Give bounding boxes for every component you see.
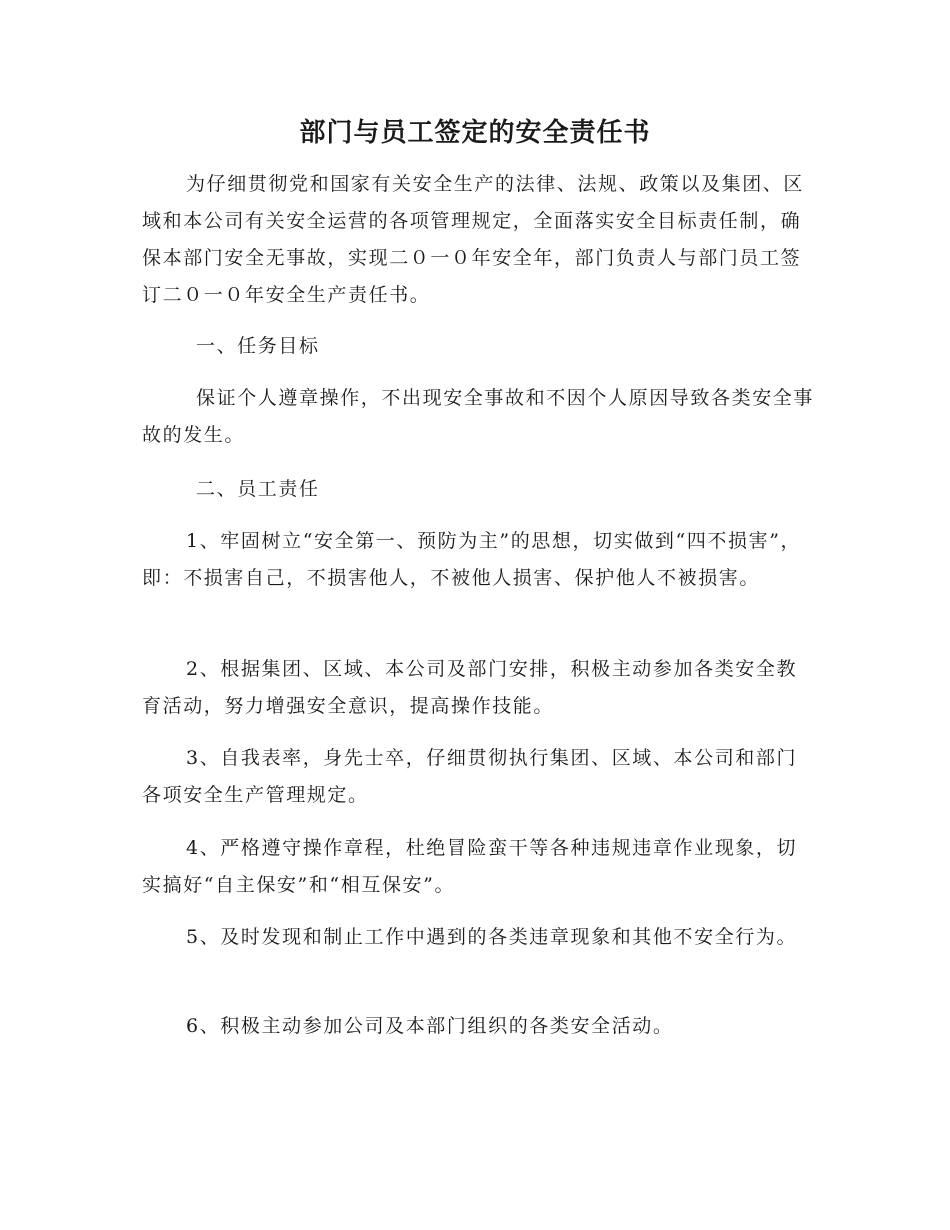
- section-heading-goals: 一、任务目标: [196, 335, 320, 357]
- responsibility-item-4: 4、严格遵守操作章程，杜绝冒险蛮干等各种违规违章作业现象，切实搞好“自主保安”和“相互保安”。: [142, 837, 798, 896]
- responsibility-item-3: 3、自我表率，身先士卒，仔细贯彻执行集团、区域、本公司和部门各项安全生产管理规定。: [142, 747, 798, 806]
- responsibility-item-2: 2、根据集团、区域、本公司及部门安排，积极主动参加各类安全教育活动，努力增强安全意识，提高操作技能。: [142, 658, 798, 717]
- responsibility-item-6: 6、积极主动参加公司及本部门组织的各类安全活动。: [186, 1015, 674, 1037]
- goals-paragraph: 保证个人遵章操作，不出现安全事故和不因个人原因导致各类安全事故的发生。: [142, 387, 815, 446]
- intro-paragraph: 为仔细贯彻党和国家有关安全生产的法律、法规、政策以及集团、区域和本公司有关安全运营的各项管理规定，全面落实安全目标责任制，确保本部门安全无事故，实现二０一０年安全年，部门负责人与部门员工签订二０一０年安全生产责任书。: [142, 173, 805, 306]
- document-title: 部门与员工签定的安全责任书: [299, 118, 651, 148]
- responsibility-item-1: 1、牢固树立“安全第一、预防为主”的思想，切实做到“四不损害”，即：不损害自己，不损害他人，不被他人损害、保护他人不被损害。: [142, 530, 802, 589]
- section-heading-responsibilities: 二、员工责任: [196, 478, 320, 500]
- responsibility-item-5: 5、及时发现和制止工作中遇到的各类违章现象和其他不安全行为。: [186, 926, 798, 948]
